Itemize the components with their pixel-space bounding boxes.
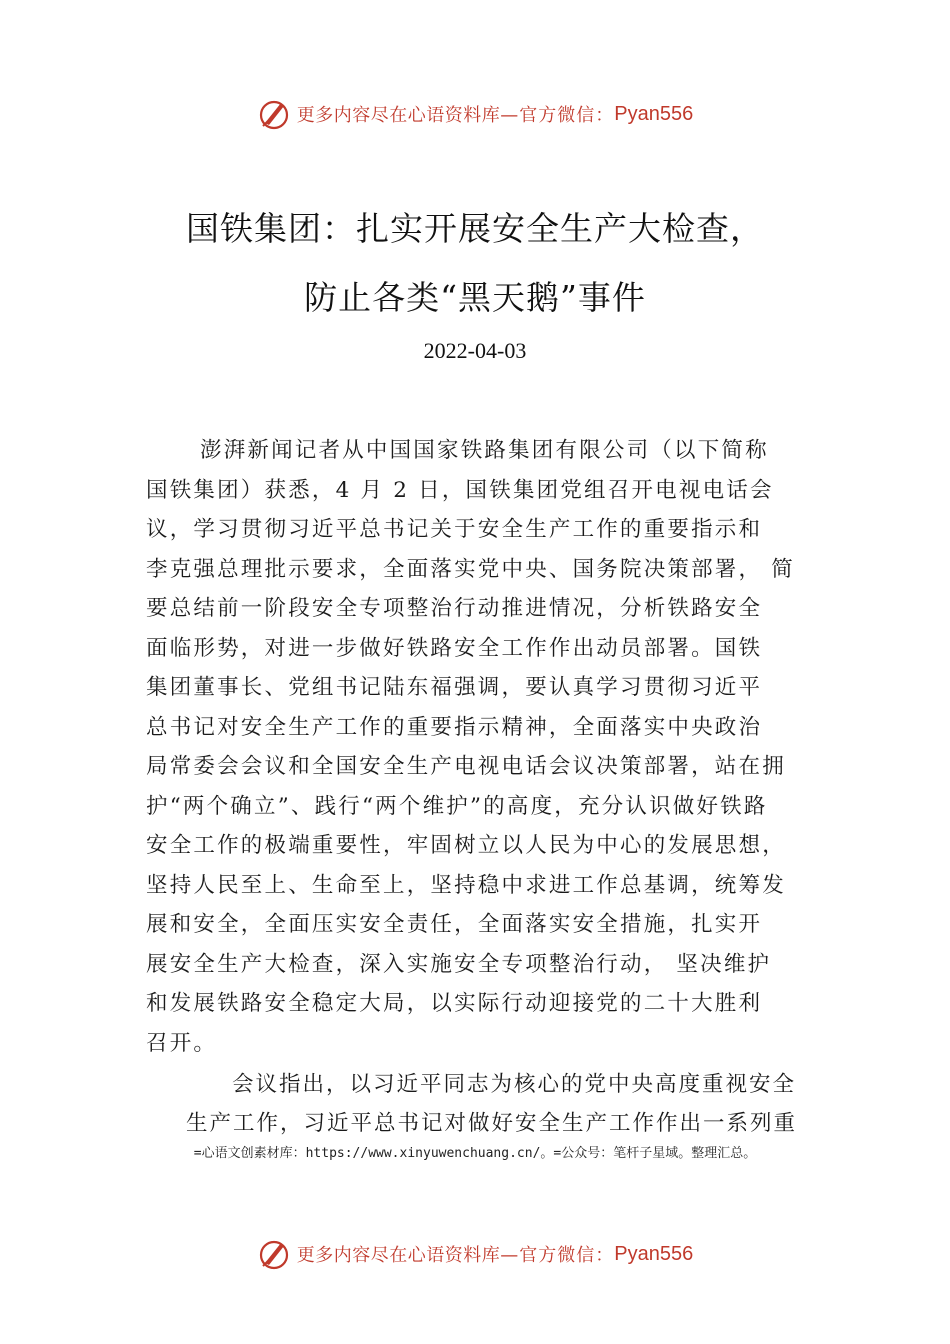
article-title-line-1: 国铁集团：扎实开展安全生产大检查，: [186, 209, 764, 248]
paragraph-line: 总书记对安全生产工作的重要指示精神，全面落实中央政治: [146, 714, 763, 740]
paragraph-line: 要总结前一阶段安全专项整治行动推进情况，分析铁路安全: [146, 596, 763, 621]
article-date: 2022-04-03: [423, 338, 527, 363]
source-footnote: =心语文创素材库：https://www.xinyuwenchuang.cn/。=公众号：笔杆子星域。整理汇总。: [193, 1146, 757, 1161]
paragraph-line: 和发展铁路安全稳定大局，以实际行动迎接党的二十大胜利: [146, 991, 763, 1016]
paragraph-line: 展安全生产大检查，深入实施安全专项整治行动， 坚决维护: [146, 951, 772, 977]
article-title-line-2: 防止各类“黑天鹅”事件: [304, 278, 646, 317]
banner-wechat-id: Pyan556: [614, 1242, 694, 1265]
paragraph-line: 议，学习贯彻习近平总书记关于安全生产工作的重要指示和: [146, 517, 763, 542]
paragraph-line: 李克强总理批示要求，全面落实党中央、国务院决策部署， 简: [146, 556, 795, 582]
footer-banner: [0, 1234, 950, 1274]
paragraph-line: 会议指出，以习近平同志为核心的党中央高度重视安全: [232, 1072, 797, 1097]
banner-slogan: 更多内容尽在心语资料库: [296, 105, 501, 126]
paragraph-line: 召开。: [146, 1030, 218, 1056]
paragraph-line: 集团董事长、党组书记陆东福强调，要认真学习贯彻习近平: [146, 675, 763, 700]
paragraph-line: 展和安全，全面压实安全责任，全面落实安全措施，扎实开: [146, 912, 763, 937]
banner-slogan: 更多内容尽在心语资料库: [296, 1245, 501, 1266]
paragraph-line: 生产工作，习近平总书记对做好安全生产工作作出一系列重: [186, 1111, 798, 1136]
banner-wechat-id: Pyan556: [614, 102, 694, 125]
paragraph-line: 局常委会会议和全国安全生产电视电话会议决策部署，站在拥: [146, 754, 786, 779]
paragraph-line: 面临形势，对进一步做好铁路安全工作作出动员部署。国铁: [146, 635, 763, 661]
paragraph-line: 澎湃新闻记者从中国国家铁路集团有限公司（以下简称: [200, 438, 769, 463]
paragraph-line: 坚持人民至上、生命至上，坚持稳中求进工作总基调，统筹发: [146, 872, 786, 898]
paragraph-line: 护“两个确立”、践行“两个维护”的高度，充分认识做好铁路: [146, 793, 768, 819]
paragraph-line: 国铁集团）获悉，4 月 2 日，国铁集团党组召开电视电话会: [146, 477, 774, 503]
banner-contact-label: —官方微信：: [500, 1245, 615, 1266]
header-banner: [0, 94, 950, 134]
quill-logo-icon: [257, 1237, 291, 1271]
quill-logo-icon: [257, 97, 291, 131]
banner-contact-label: —官方微信：: [500, 105, 615, 126]
article-paragraph-1: [146, 431, 818, 1063]
paragraph-line: 安全工作的极端重要性，牢固树立以人民为中心的发展思想，: [146, 833, 786, 858]
article-paragraph-2: [146, 1066, 818, 1144]
